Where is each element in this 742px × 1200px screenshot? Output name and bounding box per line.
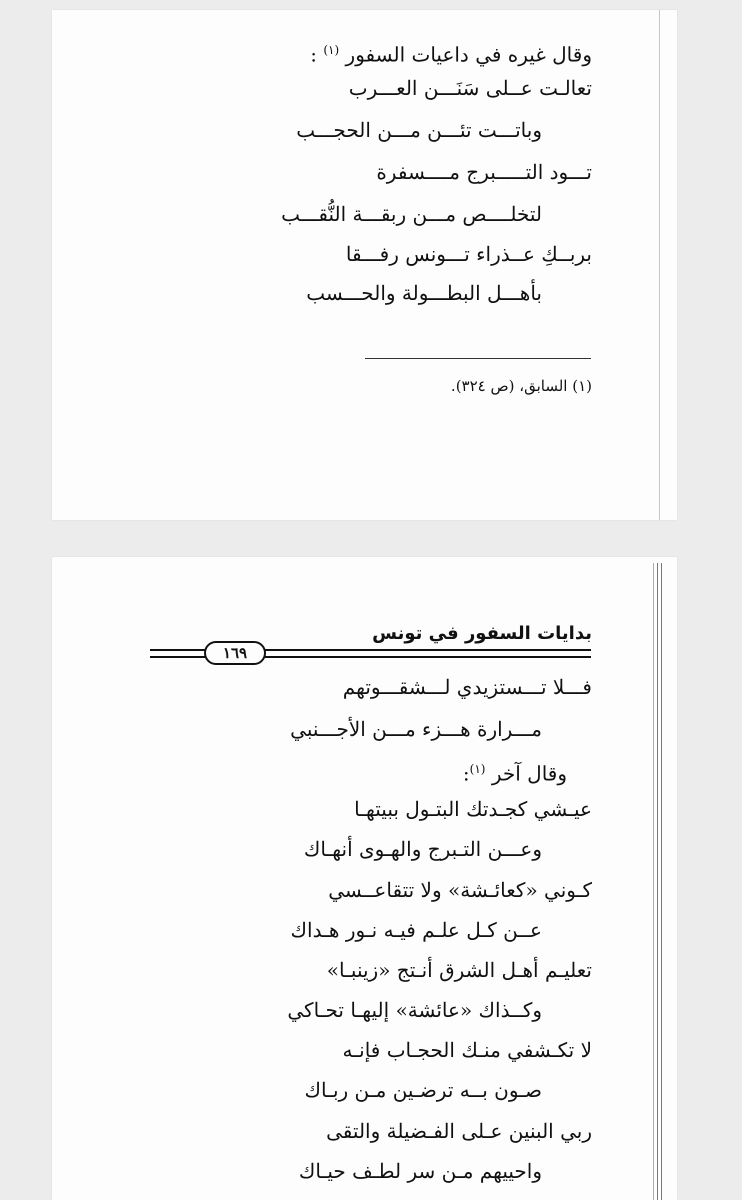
poem-intro-line [310, 35, 592, 70]
page-edge-line [661, 563, 662, 1200]
verse-line: عــن كـل علـم فيـه نـور هـداك [290, 918, 542, 942]
verse-line: عيـشي كجـدتك البتـول ببيتهـا [354, 797, 592, 821]
verse-line: تعليـم أهـل الشرق أنـتج «زينبـا» [326, 958, 592, 982]
document-page-top [52, 10, 677, 520]
footnote-text: (١) السابق، (ص ٣٢٤). [450, 377, 592, 395]
verse-line: فـــلا تـــستزيدي لـــشقـــوتهم [342, 675, 592, 699]
verse-line: كـوني «كعائـشة» ولا تتقاعــسي [328, 878, 592, 902]
verse-line: لا تكـشفي منـك الحجـاب فإنـه [342, 1038, 592, 1062]
verse-line: وكــذاك «عائشة» إليهـا تحـاكي [287, 998, 542, 1022]
verse-line: مـــرارة هـــزء مـــن الأجـــنبي [290, 717, 542, 741]
verse-line: بأهـــل البطـــولة والحـــسب [306, 281, 542, 305]
verse-line: لتخلــــص مـــن ربقـــة النُّقـــب [281, 202, 542, 226]
page-edge-line [659, 10, 660, 520]
intro-text: وقال آخر [491, 761, 567, 786]
poem-intro-line [463, 754, 567, 789]
verse-line: بربــكِ عــذراء تـــونس رفـــقا [345, 242, 592, 266]
footnote-ref: (١) [323, 43, 340, 57]
footnote-ref: (١) [469, 762, 486, 776]
verse-line: تـــود التـــــبرج مــــسفرة [376, 160, 592, 184]
verse-line: تعالـت عــلى سَنَـــن العـــرب [348, 76, 592, 100]
verse-line: وعـــن التـبرج والهـوى أنهـاك [303, 837, 542, 861]
document-page-bottom [52, 557, 677, 1200]
verse-line: ربي البنين عـلى الفـضيلة والتقى [326, 1119, 592, 1143]
page-edge-line [657, 563, 658, 1200]
page-edge-line [653, 563, 654, 1200]
page-number: ١٦٩ [204, 641, 266, 665]
footnote-divider [365, 358, 591, 359]
running-head: بدايات السفور في تونس [372, 623, 592, 644]
intro-colon: : [310, 42, 317, 67]
intro-colon: : [462, 761, 470, 786]
verse-line: صـون بــه ترضـين مـن ربـاك [304, 1078, 542, 1102]
intro-text: وقال غيره في داعيات السفور [345, 42, 592, 67]
verse-line: وباتـــت تئـــن مـــن الحجـــب [296, 118, 542, 142]
verse-line: واحييهم مـن سر لطـف حيـاك [298, 1159, 542, 1183]
